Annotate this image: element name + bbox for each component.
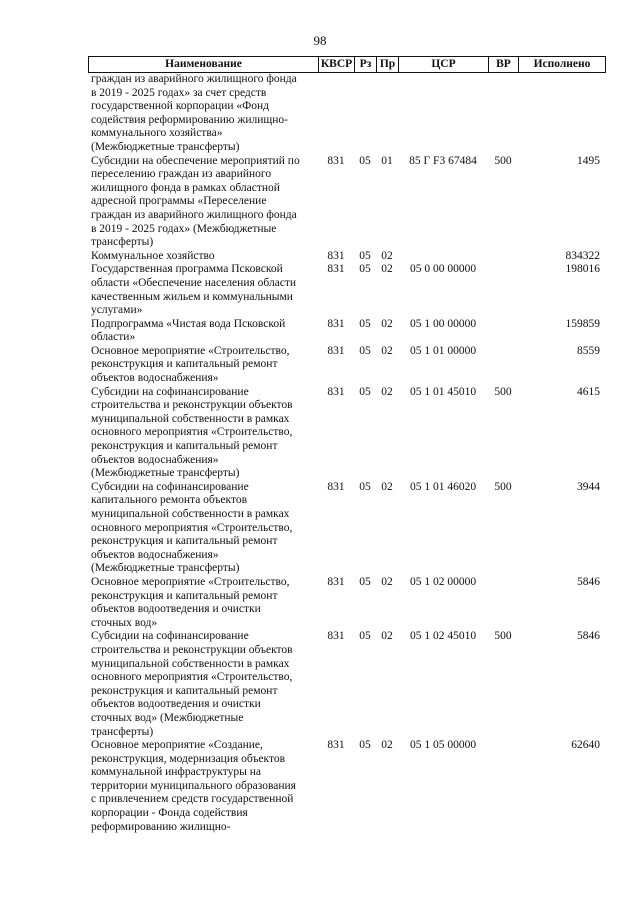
rz-cell: 05 (359, 630, 371, 643)
name-line: в 2019 - 2025 годах» (Межбюджетные (91, 222, 277, 235)
csr-cell: 05 1 00 00000 (409, 317, 477, 330)
vr-cell: 500 (494, 630, 512, 643)
csr-cell (398, 250, 488, 264)
vr-cell (488, 739, 518, 834)
table-row (88, 386, 606, 481)
csr-cell: 05 1 02 00000 (409, 575, 477, 588)
csr-cell: 05 1 01 45010 (409, 385, 477, 398)
name-line: (Межбюджетные трансферты) (91, 467, 240, 480)
name-line: государственной корпорации «Фонд (91, 100, 270, 113)
name-line: объектов водоотведения и очистки (91, 603, 261, 616)
name-line: Субсидии на софинансирование (91, 630, 249, 643)
executed-cell: 159859 (565, 317, 600, 330)
csr-cell: 05 1 01 46020 (409, 480, 477, 493)
name-line: объектов водоснабжения» (91, 453, 219, 466)
page-number: 98 (313, 33, 327, 48)
name-line: реконструкция и капитальный ремонт (91, 535, 278, 548)
pr-cell (376, 73, 398, 155)
table-row (88, 345, 606, 386)
table-row (88, 155, 606, 250)
name-line: муниципальной собственности в рамках (91, 657, 290, 670)
executed-cell: 834322 (565, 249, 600, 262)
pr-cell: 01 (381, 154, 393, 167)
executed-cell: 1495 (577, 154, 600, 167)
name-line: граждан из аварийного жилищного фонда (91, 73, 297, 85)
rz-cell: 05 (359, 480, 371, 493)
name-line: территории муниципального образования (91, 779, 296, 792)
table-header (88, 56, 606, 73)
vr-cell (488, 263, 518, 317)
rz-cell: 05 (359, 263, 371, 276)
kvsr-cell: 831 (327, 344, 345, 357)
header-name: Наименование (88, 57, 318, 72)
name-cell (88, 630, 318, 739)
vr-cell (488, 345, 518, 386)
name-line: основного мероприятия «Строительство, (91, 426, 293, 439)
executed-cell: 3944 (577, 480, 600, 493)
header-csr: ЦСР (398, 57, 488, 72)
name-line: Субсидии на софинансирование (91, 480, 249, 493)
name-line: основного мероприятия «Строительство, (91, 671, 293, 684)
name-line: реконструкция и капитальный ремонт (91, 684, 278, 697)
name-line: реконструкция, модернизация объектов (91, 752, 286, 765)
rz-cell (354, 73, 376, 155)
kvsr-cell: 831 (327, 739, 345, 752)
table-row (88, 250, 606, 264)
name-line: объектов водоснабжения» (91, 372, 219, 385)
kvsr-cell (318, 73, 354, 155)
name-line: граждан из аварийного жилищного фонда (91, 208, 297, 221)
table-body (88, 73, 606, 834)
name-line: Основное мероприятие «Строительство, (91, 575, 290, 588)
rz-cell: 05 (359, 317, 371, 330)
table-row (88, 318, 606, 345)
vr-cell: 500 (494, 480, 512, 493)
header-rz: Рз (354, 57, 376, 72)
name-cell (88, 739, 318, 834)
csr-cell: 05 0 00 00000 (409, 263, 477, 276)
executed-cell: 198016 (565, 263, 600, 276)
name-line: Государственная программа Псковской (91, 263, 283, 276)
name-line: объектов водоснабжения» (91, 548, 219, 561)
name-cell (88, 576, 318, 630)
name-cell (88, 73, 318, 155)
csr-cell: 05 1 02 45010 (409, 630, 477, 643)
header-vr: ВР (488, 57, 518, 72)
header-executed: Исполнено (518, 57, 606, 72)
csr-cell: 05 1 05 00000 (409, 739, 477, 752)
name-line: реконструкция и капитальный ремонт (91, 440, 278, 453)
pr-cell: 02 (381, 317, 393, 330)
csr-cell: 85 Г F3 67484 (409, 154, 477, 167)
name-cell (88, 386, 318, 481)
kvsr-cell: 831 (327, 575, 345, 588)
kvsr-cell: 831 (327, 154, 345, 167)
name-cell (88, 318, 318, 345)
name-line: объектов водоотведения и очистки (91, 698, 261, 711)
name-line: с привлечением средств государственной (91, 793, 294, 806)
name-line: Субсидии на обеспечение мероприятий по (91, 154, 300, 167)
name-line: жилищного фонда в рамках областной (91, 181, 280, 194)
executed-cell: 5846 (577, 630, 600, 643)
pr-cell: 02 (381, 385, 393, 398)
name-line: качественным жильем и коммунальными (91, 290, 293, 303)
executed-cell (518, 73, 606, 155)
name-cell (88, 155, 318, 250)
name-line: в 2019 - 2025 годах» за счет средств (91, 86, 267, 99)
pr-cell: 02 (381, 480, 393, 493)
name-cell (88, 250, 318, 264)
name-line: трансферты) (91, 236, 154, 249)
rz-cell: 05 (359, 154, 371, 167)
name-cell (88, 263, 318, 317)
csr-cell (398, 73, 488, 155)
name-line: содействия реформированию жилищно- (91, 113, 288, 126)
name-line: области «Обеспечение населения области (91, 276, 297, 289)
budget-table (88, 56, 606, 834)
vr-cell: 500 (494, 154, 512, 167)
kvsr-cell: 831 (327, 480, 345, 493)
name-line: Основное мероприятие «Создание, (91, 739, 263, 752)
name-line: реформированию жилищно- (91, 820, 231, 833)
name-line: трансферты) (91, 725, 154, 738)
name-line: переселению граждан из аварийного (91, 168, 272, 181)
name-line: Субсидии на софинансирование (91, 385, 249, 398)
name-line: капитального ремонта объектов (91, 494, 248, 507)
pr-cell: 02 (381, 739, 393, 752)
rz-cell: 05 (359, 344, 371, 357)
header-pr: Пр (376, 57, 398, 72)
executed-cell: 62640 (571, 739, 600, 752)
name-line: строительства и реконструкции объектов (91, 399, 293, 412)
name-line: сточных вод» (Межбюджетные (91, 711, 244, 724)
name-cell (88, 345, 318, 386)
name-line: сточных вод» (91, 616, 158, 629)
name-line: Подпрограмма «Чистая вода Псковской (91, 317, 286, 330)
name-line: (Межбюджетные трансферты) (91, 562, 240, 575)
vr-cell (488, 576, 518, 630)
rz-cell: 05 (359, 249, 371, 262)
executed-cell: 8559 (577, 344, 600, 357)
pr-cell: 02 (381, 630, 393, 643)
csr-cell: 05 1 01 00000 (409, 344, 477, 357)
name-line: адресной программы «Переселение (91, 195, 267, 208)
pr-cell: 02 (381, 263, 393, 276)
kvsr-cell: 831 (327, 249, 345, 262)
name-line: коммунального хозяйства» (91, 127, 223, 140)
table-row (88, 73, 606, 155)
name-line: области» (91, 331, 136, 344)
pr-cell: 02 (381, 249, 393, 262)
executed-cell: 4615 (577, 385, 600, 398)
name-line: коммунальной инфраструктуры на (91, 766, 262, 779)
pr-cell: 02 (381, 344, 393, 357)
table-row (88, 739, 606, 834)
table-row (88, 263, 606, 317)
name-line: услугами» (91, 304, 143, 317)
header-kvsr: КВСР (318, 57, 354, 72)
kvsr-cell: 831 (327, 263, 345, 276)
rz-cell: 05 (359, 739, 371, 752)
kvsr-cell: 831 (327, 317, 345, 330)
table-row (88, 481, 606, 576)
vr-cell (488, 250, 518, 264)
name-line: Коммунальное хозяйство (91, 249, 215, 262)
kvsr-cell: 831 (327, 630, 345, 643)
name-line: муниципальной собственности в рамках (91, 508, 290, 520)
kvsr-cell: 831 (327, 385, 345, 398)
vr-cell: 500 (494, 385, 512, 398)
vr-cell (488, 318, 518, 345)
name-line: строительства и реконструкции объектов (91, 643, 293, 656)
table-row (88, 576, 606, 630)
name-line: реконструкция и капитальный ремонт (91, 358, 278, 371)
table-row (88, 630, 606, 739)
executed-cell: 5846 (577, 575, 600, 588)
name-line: муниципальной собственности в рамках (91, 412, 290, 425)
pr-cell: 02 (381, 575, 393, 588)
name-line: основного мероприятия «Строительство, (91, 521, 293, 534)
name-cell (88, 481, 318, 576)
name-line: корпорации - Фонда содействия (91, 807, 248, 820)
name-line: Основное мероприятие «Строительство, (91, 344, 290, 357)
vr-cell (488, 73, 518, 155)
name-line: (Межбюджетные трансферты) (91, 140, 240, 153)
rz-cell: 05 (359, 575, 371, 588)
name-line: реконструкция и капитальный ремонт (91, 589, 278, 602)
rz-cell: 05 (359, 385, 371, 398)
